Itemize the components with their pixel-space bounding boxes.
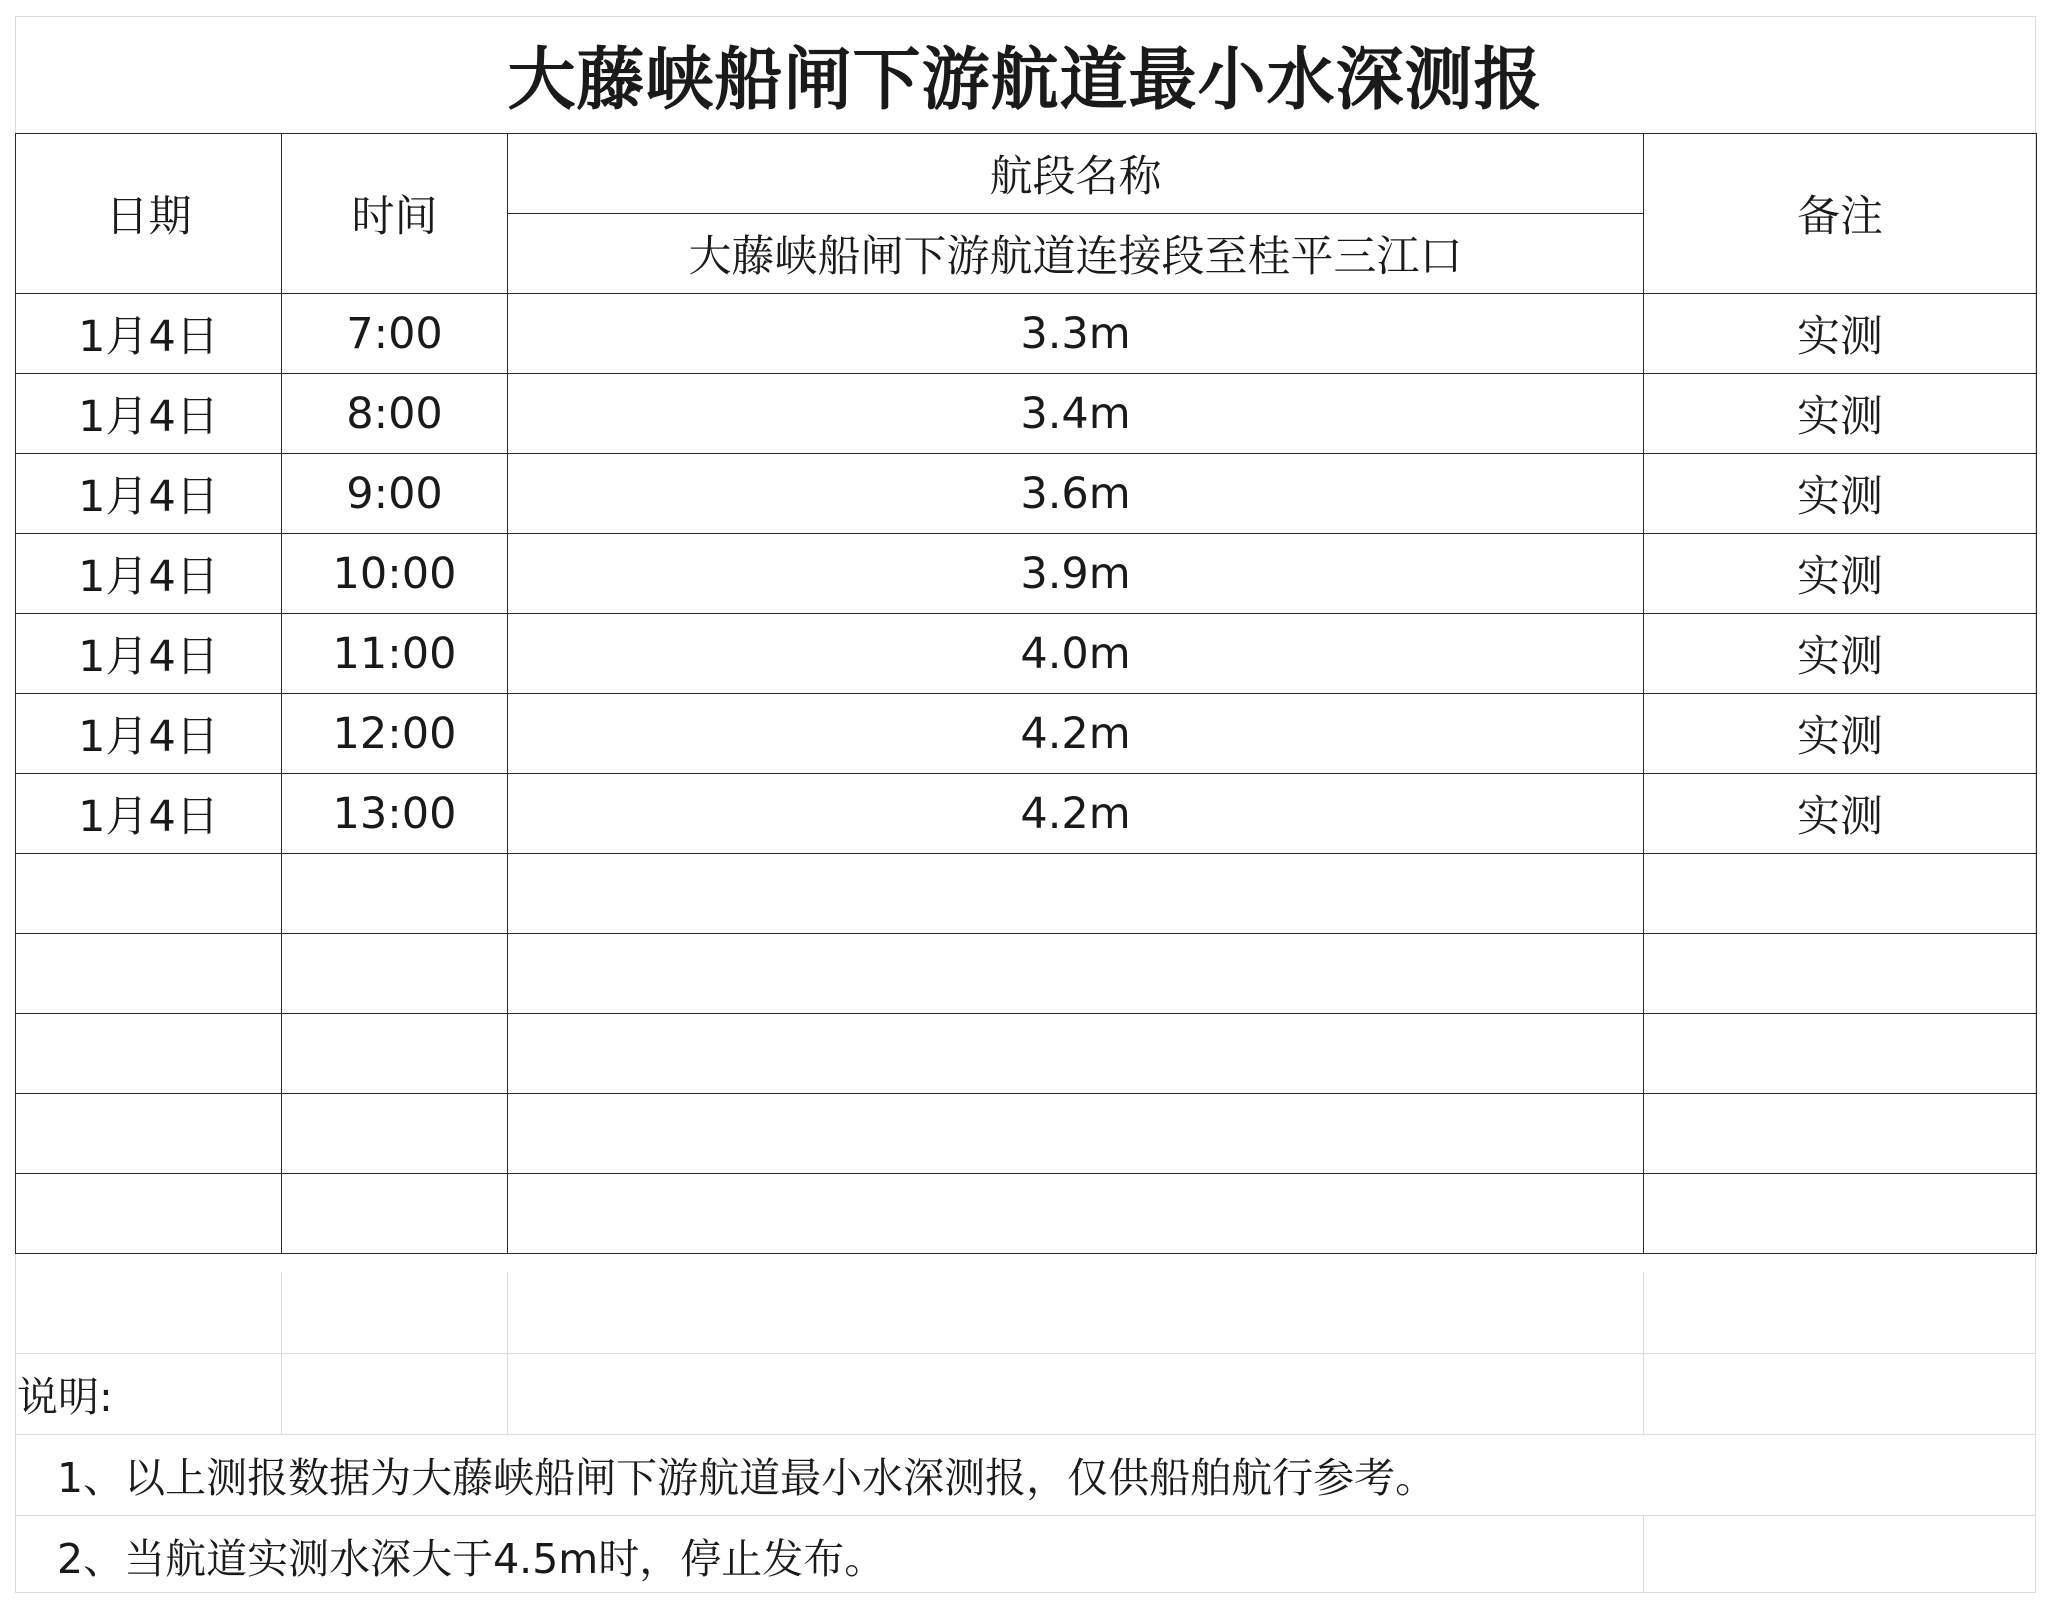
cell-time[interactable]: 12:00 <box>282 694 508 774</box>
cell-depth[interactable]: 3.9m <box>508 534 1644 614</box>
cell-time[interactable]: 10:00 <box>282 534 508 614</box>
empty-cell[interactable] <box>1644 854 2037 934</box>
empty-cell[interactable] <box>282 1014 508 1094</box>
cell-date[interactable]: 1月4日 <box>16 454 282 534</box>
empty-cell[interactable] <box>16 854 282 934</box>
empty-cell[interactable] <box>508 1094 1644 1174</box>
cell-remark[interactable]: 实测 <box>1644 294 2037 374</box>
table-header-row <box>16 134 2037 214</box>
cell-date[interactable]: 1月4日 <box>16 294 282 374</box>
report-title: 大藤峡船闸下游航道最小水深测报 <box>507 40 1543 120</box>
empty-table-row <box>16 1174 2037 1254</box>
cell-depth[interactable]: 4.2m <box>508 774 1644 854</box>
empty-table-row <box>16 1014 2037 1094</box>
cell-date[interactable]: 1月4日 <box>16 534 282 614</box>
cell-time[interactable]: 8:00 <box>282 374 508 454</box>
table-row <box>16 454 2037 534</box>
empty-cell[interactable] <box>508 1014 1644 1094</box>
gridline <box>1643 1515 1644 1592</box>
cell-depth[interactable]: 3.4m <box>508 374 1644 454</box>
cell-date[interactable]: 1月4日 <box>16 374 282 454</box>
header-time[interactable]: 时间 <box>282 134 508 294</box>
empty-cell[interactable] <box>508 1174 1644 1254</box>
cell-remark[interactable]: 实测 <box>1644 454 2037 534</box>
cell-depth[interactable]: 3.6m <box>508 454 1644 534</box>
empty-cell[interactable] <box>282 1174 508 1254</box>
cell-date[interactable]: 1月4日 <box>16 614 282 694</box>
empty-cell[interactable] <box>16 934 282 1014</box>
cell-remark[interactable]: 实测 <box>1644 694 2037 774</box>
empty-cell[interactable] <box>1644 1174 2037 1254</box>
empty-table-row <box>16 1094 2037 1174</box>
cell-time[interactable]: 13:00 <box>282 774 508 854</box>
table-row <box>16 374 2037 454</box>
empty-cell[interactable] <box>16 1174 282 1254</box>
empty-cell[interactable] <box>282 1094 508 1174</box>
depth-report-table <box>15 133 2037 1254</box>
table-row <box>16 534 2037 614</box>
header-remark[interactable]: 备注 <box>1644 134 2037 294</box>
cell-remark[interactable]: 实测 <box>1644 614 2037 694</box>
cell-remark[interactable]: 实测 <box>1644 774 2037 854</box>
cell-depth[interactable]: 4.0m <box>508 614 1644 694</box>
cell-date[interactable]: 1月4日 <box>16 774 282 854</box>
gridline <box>281 1272 282 1434</box>
empty-cell[interactable] <box>16 1014 282 1094</box>
empty-cell[interactable] <box>1644 1014 2037 1094</box>
header-section-name[interactable]: 大藤峡船闸下游航道连接段至桂平三江口 <box>508 214 1644 294</box>
note-item: 2、当航道实测水深大于4.5m时，停止发布。 <box>57 1535 886 1583</box>
table-row <box>16 294 2037 374</box>
table-row <box>16 614 2037 694</box>
cell-time[interactable]: 9:00 <box>282 454 508 534</box>
cell-time[interactable]: 11:00 <box>282 614 508 694</box>
gridline <box>15 1353 2036 1354</box>
empty-table-row <box>16 934 2037 1014</box>
cell-depth[interactable]: 4.2m <box>508 694 1644 774</box>
table-row <box>16 694 2037 774</box>
cell-date[interactable]: 1月4日 <box>16 694 282 774</box>
empty-cell[interactable] <box>508 854 1644 934</box>
empty-cell[interactable] <box>282 934 508 1014</box>
notes-label: 说明: <box>17 1373 113 1421</box>
table-row <box>16 774 2037 854</box>
cell-depth[interactable]: 3.3m <box>508 294 1644 374</box>
empty-table-row <box>16 854 2037 934</box>
cell-time[interactable]: 7:00 <box>282 294 508 374</box>
cell-remark[interactable]: 实测 <box>1644 534 2037 614</box>
empty-cell[interactable] <box>508 934 1644 1014</box>
header-date[interactable]: 日期 <box>16 134 282 294</box>
empty-cell[interactable] <box>282 854 508 934</box>
header-section-group[interactable]: 航段名称 <box>508 134 1644 214</box>
empty-cell[interactable] <box>1644 934 2037 1014</box>
empty-cell[interactable] <box>16 1094 282 1174</box>
cell-remark[interactable]: 实测 <box>1644 374 2037 454</box>
gridline <box>1643 1272 1644 1434</box>
gridline <box>507 1272 508 1434</box>
empty-cell[interactable] <box>1644 1094 2037 1174</box>
note-item: 1、以上测报数据为大藤峡船闸下游航道最小水深测报，仅供船舶航行参考。 <box>57 1454 1437 1502</box>
